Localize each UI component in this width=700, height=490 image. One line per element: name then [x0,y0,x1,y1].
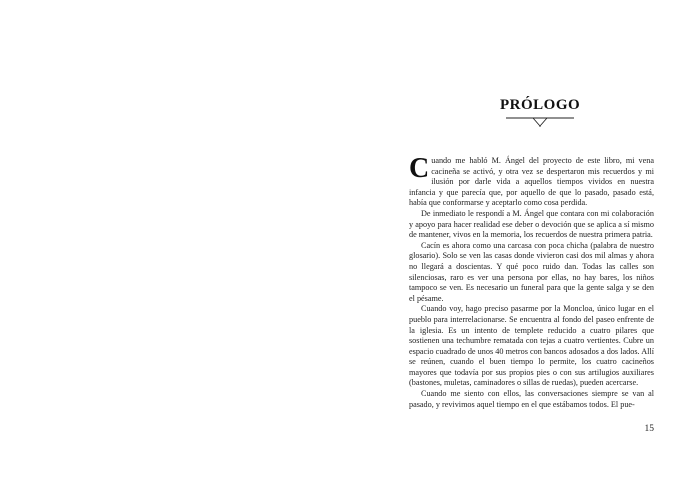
prologue-body [409,153,654,410]
paragraph-2: De inmediato le respondí a M. Ángel que contara con mi colaboración y apoyo para hacer realidad ese deber o devoción que se aplica a sí mismo de mantener, vivos en la memoria, los recuerdos de nuestra primera patria. [409,208,654,240]
paragraph-1-text: uando me habló M. Ángel del proyecto de este libro, mi vena cacineña se activó, y otra vez se despertaron mis recuerdos y mi ilusión por darle vida a aquellos tiempos vividos en nuestra infancia y que parecía que, por aquello de que lo pasado, pasado está, había que conformarse y aceptarlo como cosa perdida. [409,156,654,208]
title-ornament-icon [500,114,580,130]
paragraph-5: Cuando me siento con ellos, las conversaciones siempre se van al pasado, y revivimos aquel tiempo en el que estábamos todos. El pue- [409,389,654,409]
chapter-title: PRÓLOGO [500,97,581,113]
paragraph-4: Cuando voy, hago preciso pasarme por la Moncloa, único lugar en el pueblo para interrelacionarse. Se encuentra al fondo del paseo enfrente de la iglesia. Es un intento de templete reducido a cuatro pilares que sostienen una techumbre rematada con tejas a cuatro vertientes. Cubre un espacio cuadrado de unos 40 metros con bancos adosados a dos lados. Allí se reúnen, cuando el buen tiempo lo permite, los cuatro cacineños mayores que todavía por sus propios pies o con sus artilugios auxiliares (bastones, muletas, caminadores o sillas de ruedas), pueden acercarse. [409,304,654,388]
drop-cap: C [409,153,430,184]
right-page [350,0,700,490]
page-number: 15 [644,424,654,434]
paragraph-3: Cacín es ahora como una carcasa con poca chicha (palabra de nuestro glosario). Solo se ven las casas donde vivieron casi dos mil almas y ahora no llegará a doscientas. Y qué poco ruido dan. Todas las calles son silenciosas, raro es ver una persona por ellas, no hay bares, los niños tampoco se ven. Es necesario un funeral para que la gente salga y se den el pésame. [409,240,654,303]
paragraph-1 [409,153,654,209]
